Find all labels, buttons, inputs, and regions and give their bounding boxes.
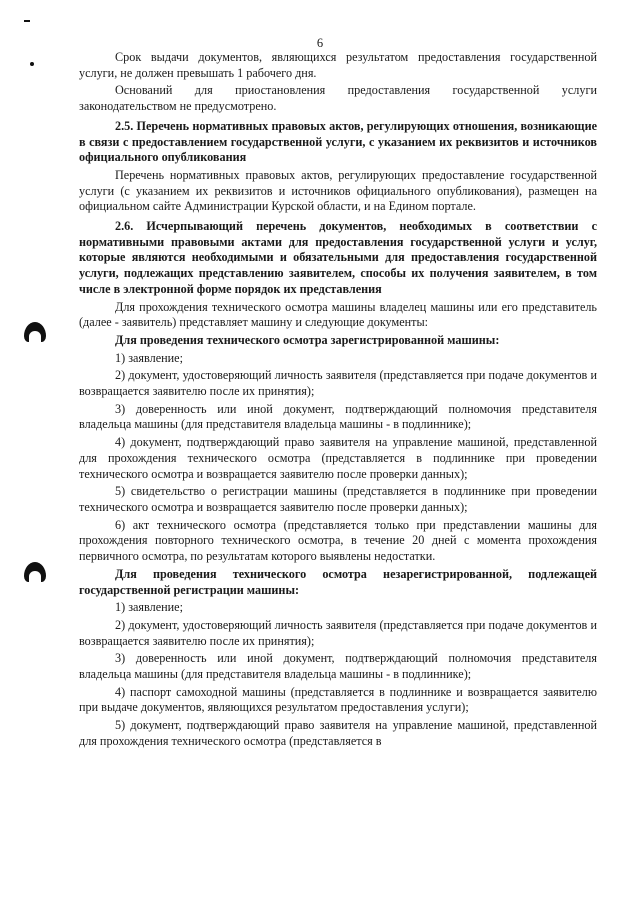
section-heading: 2.6. Исчерпывающий перечень документов, необходимых в соответствии с нормативными правовыми актами для предоставления государственной услуги и услуг, которые являются необходимыми и обязательными для предоставления государственной услуги, подлежащих представлению заявителем, способы их получения заявителем, в том числе в электронной форме порядок их представления [79,219,597,296]
punch-hole [24,322,46,342]
section-heading: 2.5. Перечень нормативных правовых актов, регулирующих отношения, возникающие в связи с предоставлением государственной услуги, с указанием их реквизитов и источников официального опубликования [79,118,597,165]
paragraph: 3) доверенность или иной документ, подтверждающий полномочия представителя владельца машины (для представителя владельца машины - в подлиннике); [79,401,597,432]
page-number: 6 [316,36,324,50]
scan-mark [24,20,30,22]
paragraph: 3) доверенность или иной документ, подтверждающий полномочия представителя владельца машины (для представителя владельца машины - в подлиннике); [79,651,597,682]
paragraph: 2) документ, удостоверяющий личность заявителя (представляется при подаче документов и возвращается заявителю после их принятия); [79,617,597,648]
paragraph: 4) паспорт самоходной машины (представляется в подлиннике и возвращается заявителю при выдаче документов, являющихся результатом предоставления услуги); [79,684,597,715]
paragraph: Оснований для приостановления предоставления государственной услуги законодательством не предусмотрено. [79,83,597,114]
paragraph: 2) документ, удостоверяющий личность заявителя (представляется при подаче документов и возвращается заявителю после их принятия); [79,368,597,399]
scan-mark [30,62,34,66]
punch-hole [24,562,46,582]
paragraph: 1) заявление; [115,600,183,615]
paragraph: 6) акт технического осмотра (представляется только при представлении машины для прохождения повторного технического осмотра, в течение 20 дней с момента прохождения первичного осмотра, по результатам которого выявлены недостатки. [79,517,597,564]
document-body [79,50,597,752]
paragraph: Срок выдачи документов, являющихся результатом предоставления государственной услуги, не должен превышать 1 рабочего дня. [79,50,597,80]
paragraph: 4) документ, подтверждающий право заявителя на управление машиной, представленной для прохождения технического осмотра (представляется в подлиннике при проведении технического осмотра и возвращается заявителю после проверки данных); [79,435,597,481]
paragraph: Перечень нормативных правовых актов, регулирующих предоставление государственной услуги (с указанием их реквизитов и источников официального опубликования), размещен на официальном сайте Администрации Курской области, и на Едином портале. [79,167,597,214]
subheading: Для проведения технического осмотра зарегистрированной машины: [115,332,500,347]
subheading: Для проведения технического осмотра незарегистрированной, подлежащей государственной регистрации машины: [79,566,597,597]
paragraph: Для прохождения технического осмотра машины владелец машины или его представитель (далее - заявитель) представляет машину и следующие документы: [79,299,597,330]
paragraph: 1) заявление; [115,350,183,365]
paragraph: 5) документ, подтверждающий право заявителя на управление машиной, представленной для прохождения технического осмотра (представляется в [79,718,597,748]
paragraph: 5) свидетельство о регистрации машины (представляется в подлиннике при проведении технического осмотра и возвращается заявителю после проверки данных); [79,484,597,514]
